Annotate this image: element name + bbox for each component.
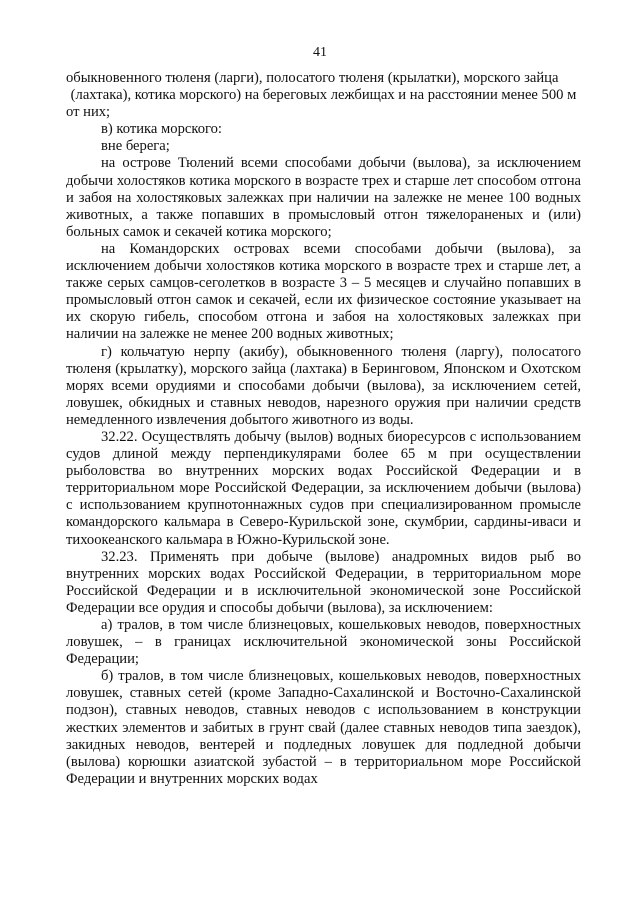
paragraph: б) тралов, в том числе близнецовых, кошельковых неводов, поверхностных ловушек, ставных сетей (кроме Западно-Сахалинской и Восточно-Сахалинской подзон), ставных неводов, ставных неводов с использованием в конструкции жестких элементов и забитых в грунт свай (далее ставных неводов типа заездок), закидных неводов, вентерей и подледных ловушек для подледной добычи (вылова) корюшки азиатской зубастой – в территориальном море Российской Федерации и внутренних морских водах: [66, 668, 581, 787]
paragraph: на острове Тюлений всеми способами добычи (вылова), за исключением добычи холостяков котика морского в возрасте трех и старше лет способом отгона и забоя на холостяковых залежках при наличии на залежке не менее 100 водных животных, а также попавших в промысловый отгон тяжелораненых и (или) больных самок и секачей котика морского;: [66, 155, 581, 240]
paragraph: (лахтака), котика морского) на береговых лежбищах и на расстоянии менее 500 м от них;: [66, 87, 577, 121]
paragraph: 32.22. Осуществлять добычу (вылов) водных биоресурсов с использованием судов длиной между перпендикулярами более 65 м при осуществлении рыболовства во внутренних морских водах Российской Федерации и в территориальном море Российской Федерации, за исключением добычи (вылова) с использованием крупнотоннажных судов при специализированном промысле командорского кальмара в Северо-Курильской зоне, скумбрии, сардины-иваси и тихоокеанского кальмара в Южно-Курильской зоне.: [66, 428, 581, 548]
paragraph: вне берега;: [101, 138, 170, 155]
paragraph: 32.23. Применять при добыче (вылове) анадромных видов рыб во внутренних морских водах Российской Федерации, в территориальном море Российской Федерации и в исключительной экономической зоне Российской Федерации все орудия и способы добычи (вылова), за исключением:: [66, 548, 581, 616]
page-number: 41: [313, 45, 327, 60]
paragraph: на Командорских островах всеми способами добычи (вылова), за исключением добычи холостяков котика морского в возрасте трех и старше лет, а также серых самцов-сеголетков в возрасте 3 – 5 месяцев и случайно попавших в промысловый отгон самок и секачей, если их физическое состояние указывает на их скорую гибель, способом отгона и забоя на холостяковых залежках при наличии на залежке не менее 200 водных животных;: [66, 240, 581, 343]
paragraph: обыкновенного тюленя (ларги), полосатого тюленя (крылатки), морского зайца: [66, 70, 559, 86]
paragraph: а) тралов, в том числе близнецовых, кошельковых неводов, поверхностных ловушек, – в границах исключительной экономической зоны Российской Федерации;: [66, 617, 581, 668]
paragraph: г) кольчатую нерпу (акибу), обыкновенного тюленя (ларгу), полосатого тюленя (крылатку), морского зайца (лахтака) в Беринговом, Японском и Охотском морях всеми орудиями и способами добычи (вылова), за исключением сетей, ловушек, обкидных и ставных неводов, нарезного оружия при наличии средств немедленного извлечения добытого животного из воды.: [66, 343, 581, 428]
paragraph: в) котика морского:: [101, 121, 222, 138]
document-body: [66, 70, 581, 788]
